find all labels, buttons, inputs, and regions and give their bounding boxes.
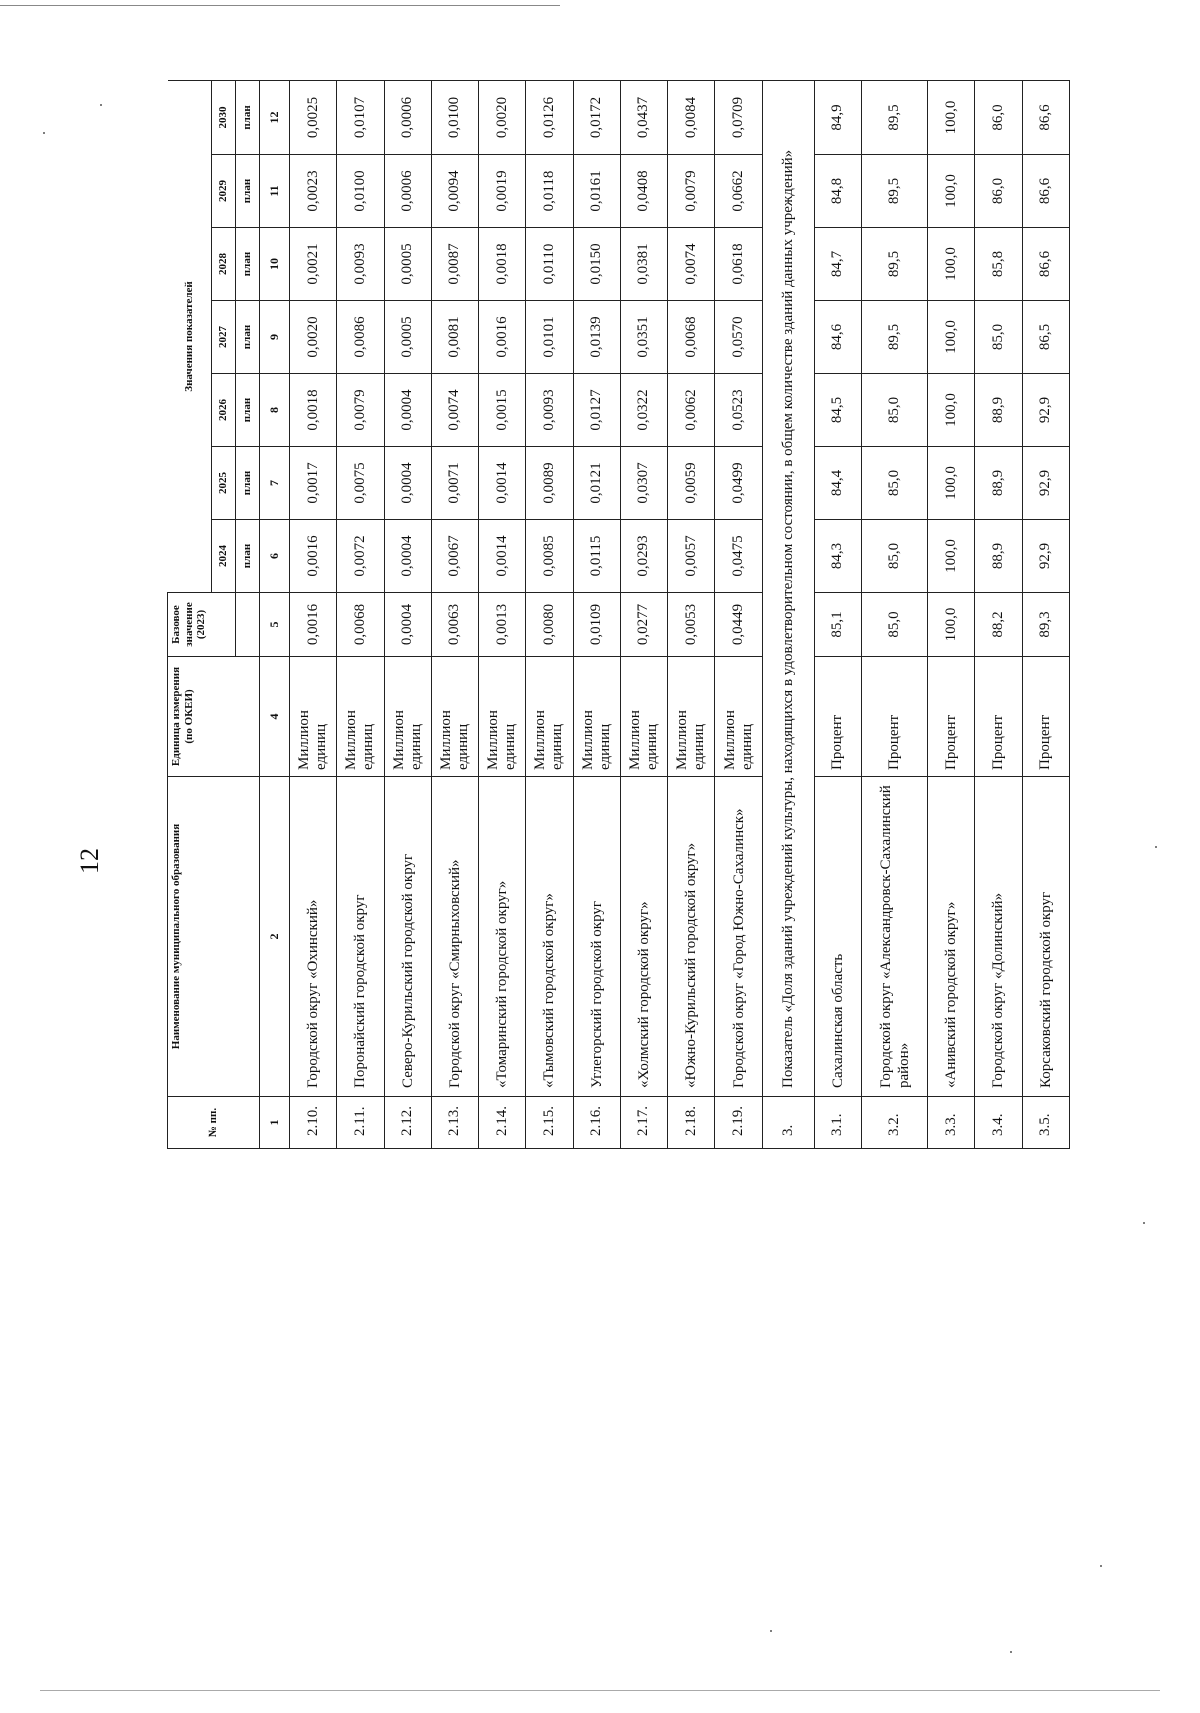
plan-value-2026: 0,0127 xyxy=(573,374,620,447)
plan-value-2025: 0,0121 xyxy=(573,447,620,520)
base-value-cell: 0,0004 xyxy=(384,593,431,657)
table-row xyxy=(928,80,975,1148)
plan-value-2026: 0,0015 xyxy=(479,374,526,447)
plan-value-2028: 0,0021 xyxy=(290,228,337,301)
plan-value-2024: 0,0475 xyxy=(715,520,762,593)
plan-value-2028: 0,0093 xyxy=(337,228,384,301)
scan-line-bottom xyxy=(40,1690,1160,1691)
base-value-cell: 0,0016 xyxy=(290,593,337,657)
plan-value-2025: 88,9 xyxy=(975,447,1022,520)
municipality-name: Углегорский городской округ xyxy=(573,777,620,1097)
row-number: 2.17. xyxy=(620,1097,667,1149)
plan-value-2026: 0,0074 xyxy=(431,374,478,447)
plan-value-2024: 0,0016 xyxy=(290,520,337,593)
header-year-2026: 2026 xyxy=(212,374,236,447)
table-row xyxy=(526,80,573,1148)
table-row xyxy=(337,80,384,1148)
header-col-number: 4 xyxy=(260,657,290,777)
plan-value-2029: 0,0662 xyxy=(715,155,762,228)
plan-value-2025: 0,0075 xyxy=(337,447,384,520)
row-number: 2.10. xyxy=(290,1097,337,1149)
section-number: 3. xyxy=(762,1097,814,1149)
plan-value-2024: 0,0057 xyxy=(668,520,715,593)
header-plan-2027: план xyxy=(236,301,260,374)
scan-speck xyxy=(43,132,45,134)
municipality-name: Городской округ «Александровск-Сахалинский район» xyxy=(861,777,927,1097)
row-number: 3.4. xyxy=(975,1097,1022,1149)
header-year-2024: 2024 xyxy=(212,520,236,593)
header-col-number: 2 xyxy=(260,777,290,1097)
row-number: 2.16. xyxy=(573,1097,620,1149)
table-row xyxy=(715,80,762,1148)
municipality-name: Городской округ «Смирныховский» xyxy=(431,777,478,1097)
plan-value-2026: 92,9 xyxy=(1022,374,1069,447)
plan-value-2029: 100,0 xyxy=(928,155,975,228)
unit-cell: Процент xyxy=(814,657,861,777)
header-row-1 xyxy=(168,80,212,1148)
unit-cell: Миллион единиц xyxy=(384,657,431,777)
unit-cell: Миллион единиц xyxy=(479,657,526,777)
base-value-cell: 100,0 xyxy=(928,593,975,657)
unit-cell: Миллион единиц xyxy=(715,657,762,777)
header-col-number: 10 xyxy=(260,228,290,301)
plan-value-2030: 84,9 xyxy=(814,80,861,154)
base-value-cell: 89,3 xyxy=(1022,593,1069,657)
base-value-cell: 0,0063 xyxy=(431,593,478,657)
row-number: 3.2. xyxy=(861,1097,927,1149)
header-year-2027: 2027 xyxy=(212,301,236,374)
table-row xyxy=(975,80,1022,1148)
row-number: 2.19. xyxy=(715,1097,762,1149)
header-col-number: 1 xyxy=(260,1097,290,1149)
table-row xyxy=(431,80,478,1148)
base-value-cell: 0,0068 xyxy=(337,593,384,657)
unit-cell: Миллион единиц xyxy=(668,657,715,777)
plan-value-2028: 86,6 xyxy=(1022,228,1069,301)
base-value-cell: 0,0053 xyxy=(668,593,715,657)
plan-value-2027: 0,0570 xyxy=(715,301,762,374)
header-no: № пп. xyxy=(168,1097,260,1149)
plan-value-2027: 85,0 xyxy=(975,301,1022,374)
municipality-name: Поронайский городской округ xyxy=(337,777,384,1097)
unit-cell: Миллион единиц xyxy=(620,657,667,777)
base-value-cell: 0,0109 xyxy=(573,593,620,657)
plan-value-2028: 0,0381 xyxy=(620,228,667,301)
scan-speck xyxy=(1143,1222,1145,1224)
header-column-numbers-row xyxy=(260,80,290,1148)
plan-value-2029: 0,0408 xyxy=(620,155,667,228)
row-number: 3.3. xyxy=(928,1097,975,1149)
unit-cell: Процент xyxy=(861,657,927,777)
header-plan-2028: план xyxy=(236,228,260,301)
base-value-cell: 0,0080 xyxy=(526,593,573,657)
row-number: 2.13. xyxy=(431,1097,478,1149)
table-row xyxy=(479,80,526,1148)
header-unit: Единица измерения (по ОКЕИ) xyxy=(168,657,260,777)
plan-value-2027: 86,5 xyxy=(1022,301,1069,374)
table-row xyxy=(620,80,667,1148)
header-year-2030: 2030 xyxy=(212,80,236,154)
plan-value-2024: 92,9 xyxy=(1022,520,1069,593)
unit-cell: Процент xyxy=(928,657,975,777)
plan-value-2026: 0,0322 xyxy=(620,374,667,447)
scan-speck xyxy=(1100,1565,1102,1567)
plan-value-2025: 0,0059 xyxy=(668,447,715,520)
plan-value-2025: 85,0 xyxy=(861,447,927,520)
plan-value-2024: 0,0293 xyxy=(620,520,667,593)
header-plan-2030: план xyxy=(236,80,260,154)
plan-value-2029: 84,8 xyxy=(814,155,861,228)
base-value-cell: 85,1 xyxy=(814,593,861,657)
plan-value-2029: 0,0094 xyxy=(431,155,478,228)
table-row xyxy=(668,80,715,1148)
plan-value-2024: 84,3 xyxy=(814,520,861,593)
plan-value-2028: 0,0005 xyxy=(384,228,431,301)
header-col-number: 7 xyxy=(260,447,290,520)
plan-value-2030: 0,0006 xyxy=(384,80,431,154)
plan-value-2024: 0,0085 xyxy=(526,520,573,593)
plan-value-2024: 0,0067 xyxy=(431,520,478,593)
plan-value-2030: 0,0709 xyxy=(715,80,762,154)
base-value-cell: 88,2 xyxy=(975,593,1022,657)
row-number: 2.11. xyxy=(337,1097,384,1149)
plan-value-2027: 0,0081 xyxy=(431,301,478,374)
municipality-name: Корсаковский городской округ xyxy=(1022,777,1069,1097)
plan-value-2025: 92,9 xyxy=(1022,447,1069,520)
plan-value-2027: 0,0020 xyxy=(290,301,337,374)
plan-value-2024: 100,0 xyxy=(928,520,975,593)
plan-value-2026: 0,0093 xyxy=(526,374,573,447)
plan-value-2026: 84,5 xyxy=(814,374,861,447)
plan-value-2030: 0,0126 xyxy=(526,80,573,154)
header-year-2029: 2029 xyxy=(212,155,236,228)
plan-value-2029: 0,0023 xyxy=(290,155,337,228)
unit-cell: Миллион единиц xyxy=(573,657,620,777)
plan-value-2030: 89,5 xyxy=(861,80,927,154)
municipality-name: Городской округ «Долинский» xyxy=(975,777,1022,1097)
plan-value-2028: 0,0618 xyxy=(715,228,762,301)
plan-value-2027: 0,0086 xyxy=(337,301,384,374)
plan-value-2026: 0,0062 xyxy=(668,374,715,447)
scan-line-top xyxy=(0,5,560,6)
municipality-name: Северо-Курильский городской округ xyxy=(384,777,431,1097)
municipality-name: Городской округ «Город Южно-Сахалинск» xyxy=(715,777,762,1097)
section-title: Показатель «Доля зданий учреждений культуры, находящихся в удовлетворительном состоянии, в общем количестве зданий данных учреждений» xyxy=(762,80,814,1096)
table-row xyxy=(861,80,927,1148)
plan-value-2028: 0,0087 xyxy=(431,228,478,301)
plan-value-2026: 0,0018 xyxy=(290,374,337,447)
plan-value-2028: 0,0110 xyxy=(526,228,573,301)
plan-value-2027: 100,0 xyxy=(928,301,975,374)
table-row xyxy=(1022,80,1069,1148)
municipality-name: «Анивский городской округ» xyxy=(928,777,975,1097)
plan-value-2030: 0,0437 xyxy=(620,80,667,154)
plan-value-2025: 0,0089 xyxy=(526,447,573,520)
base-value-cell: 85,0 xyxy=(861,593,927,657)
plan-value-2027: 89,5 xyxy=(861,301,927,374)
municipality-name: Городской округ «Охинский» xyxy=(290,777,337,1097)
base-value-cell: 0,0013 xyxy=(479,593,526,657)
base-value-cell: 0,0277 xyxy=(620,593,667,657)
table-row xyxy=(814,80,861,1148)
header-col-number: 9 xyxy=(260,301,290,374)
table-row xyxy=(384,80,431,1148)
header-values-group: Значения показателей xyxy=(168,80,212,592)
header-year-2028: 2028 xyxy=(212,228,236,301)
plan-value-2024: 0,0014 xyxy=(479,520,526,593)
header-col-number: 6 xyxy=(260,520,290,593)
plan-value-2030: 0,0100 xyxy=(431,80,478,154)
plan-value-2030: 0,0025 xyxy=(290,80,337,154)
header-year-2025: 2025 xyxy=(212,447,236,520)
plan-value-2025: 0,0017 xyxy=(290,447,337,520)
header-name: Наименование муниципального образования xyxy=(168,777,260,1097)
row-number: 2.15. xyxy=(526,1097,573,1149)
plan-value-2028: 100,0 xyxy=(928,228,975,301)
table-row xyxy=(290,80,337,1148)
plan-value-2027: 0,0101 xyxy=(526,301,573,374)
plan-value-2029: 0,0118 xyxy=(526,155,573,228)
plan-value-2026: 88,9 xyxy=(975,374,1022,447)
plan-value-2025: 0,0004 xyxy=(384,447,431,520)
municipality-name: «Тымовский городской округ» xyxy=(526,777,573,1097)
plan-value-2026: 85,0 xyxy=(861,374,927,447)
plan-value-2027: 0,0068 xyxy=(668,301,715,374)
plan-value-2025: 0,0307 xyxy=(620,447,667,520)
municipality-name: «Холмский городской округ» xyxy=(620,777,667,1097)
plan-value-2024: 85,0 xyxy=(861,520,927,593)
plan-value-2026: 0,0079 xyxy=(337,374,384,447)
plan-value-2028: 0,0150 xyxy=(573,228,620,301)
plan-value-2025: 0,0499 xyxy=(715,447,762,520)
unit-cell: Миллион единиц xyxy=(431,657,478,777)
page-number: 12 xyxy=(75,848,104,874)
unit-cell: Миллион единиц xyxy=(526,657,573,777)
header-plan-2029: план xyxy=(236,155,260,228)
indicator-table xyxy=(167,80,1070,1149)
plan-value-2030: 0,0084 xyxy=(668,80,715,154)
plan-value-2026: 0,0523 xyxy=(715,374,762,447)
row-number: 2.14. xyxy=(479,1097,526,1149)
unit-cell: Миллион единиц xyxy=(337,657,384,777)
plan-value-2029: 0,0100 xyxy=(337,155,384,228)
plan-value-2027: 0,0005 xyxy=(384,301,431,374)
scan-speck xyxy=(1010,1651,1012,1653)
plan-value-2025: 0,0071 xyxy=(431,447,478,520)
municipality-name: «Томаринский городской округ» xyxy=(479,777,526,1097)
plan-value-2025: 100,0 xyxy=(928,447,975,520)
plan-value-2027: 84,6 xyxy=(814,301,861,374)
row-number: 2.12. xyxy=(384,1097,431,1149)
plan-value-2027: 0,0139 xyxy=(573,301,620,374)
section-row xyxy=(762,80,814,1148)
header-plan-2024: план xyxy=(236,520,260,593)
plan-value-2028: 84,7 xyxy=(814,228,861,301)
unit-cell: Процент xyxy=(1022,657,1069,777)
indicator-table-container xyxy=(167,81,1070,1149)
unit-cell: Миллион единиц xyxy=(290,657,337,777)
header-col-number: 8 xyxy=(260,374,290,447)
plan-value-2029: 86,6 xyxy=(1022,155,1069,228)
plan-value-2029: 89,5 xyxy=(861,155,927,228)
plan-value-2030: 86,6 xyxy=(1022,80,1069,154)
plan-value-2029: 0,0019 xyxy=(479,155,526,228)
plan-value-2029: 0,0006 xyxy=(384,155,431,228)
table-body xyxy=(290,80,1070,1148)
municipality-name: Сахалинская область xyxy=(814,777,861,1097)
header-col-number: 11 xyxy=(260,155,290,228)
scan-speck xyxy=(100,104,102,106)
plan-value-2028: 0,0074 xyxy=(668,228,715,301)
plan-value-2027: 0,0351 xyxy=(620,301,667,374)
header-plan-2026: план xyxy=(236,374,260,447)
plan-value-2030: 0,0020 xyxy=(479,80,526,154)
municipality-name: «Южно-Курильский городской округ» xyxy=(668,777,715,1097)
header-plan-2025: план xyxy=(236,447,260,520)
plan-value-2024: 0,0004 xyxy=(384,520,431,593)
table-row xyxy=(573,80,620,1148)
plan-value-2026: 0,0004 xyxy=(384,374,431,447)
plan-value-2025: 0,0014 xyxy=(479,447,526,520)
plan-value-2024: 0,0115 xyxy=(573,520,620,593)
row-number: 3.5. xyxy=(1022,1097,1069,1149)
plan-value-2030: 0,0107 xyxy=(337,80,384,154)
plan-value-2030: 100,0 xyxy=(928,80,975,154)
plan-value-2025: 84,4 xyxy=(814,447,861,520)
plan-value-2029: 86,0 xyxy=(975,155,1022,228)
scan-speck xyxy=(770,1630,772,1632)
base-value-cell: 0,0449 xyxy=(715,593,762,657)
header-col-number: 12 xyxy=(260,80,290,154)
header-base-blank xyxy=(236,593,260,657)
plan-value-2026: 100,0 xyxy=(928,374,975,447)
plan-value-2024: 88,9 xyxy=(975,520,1022,593)
plan-value-2030: 0,0172 xyxy=(573,80,620,154)
header-col-number: 5 xyxy=(260,593,290,657)
plan-value-2030: 86,0 xyxy=(975,80,1022,154)
header-base: Базовое значение (2023) xyxy=(168,593,236,657)
plan-value-2024: 0,0072 xyxy=(337,520,384,593)
row-number: 2.18. xyxy=(668,1097,715,1149)
plan-value-2029: 0,0161 xyxy=(573,155,620,228)
unit-cell: Процент xyxy=(975,657,1022,777)
plan-value-2028: 89,5 xyxy=(861,228,927,301)
row-number: 3.1. xyxy=(814,1097,861,1149)
scan-speck xyxy=(1155,846,1157,848)
plan-value-2029: 0,0079 xyxy=(668,155,715,228)
plan-value-2027: 0,0016 xyxy=(479,301,526,374)
plan-value-2028: 85,8 xyxy=(975,228,1022,301)
plan-value-2028: 0,0018 xyxy=(479,228,526,301)
